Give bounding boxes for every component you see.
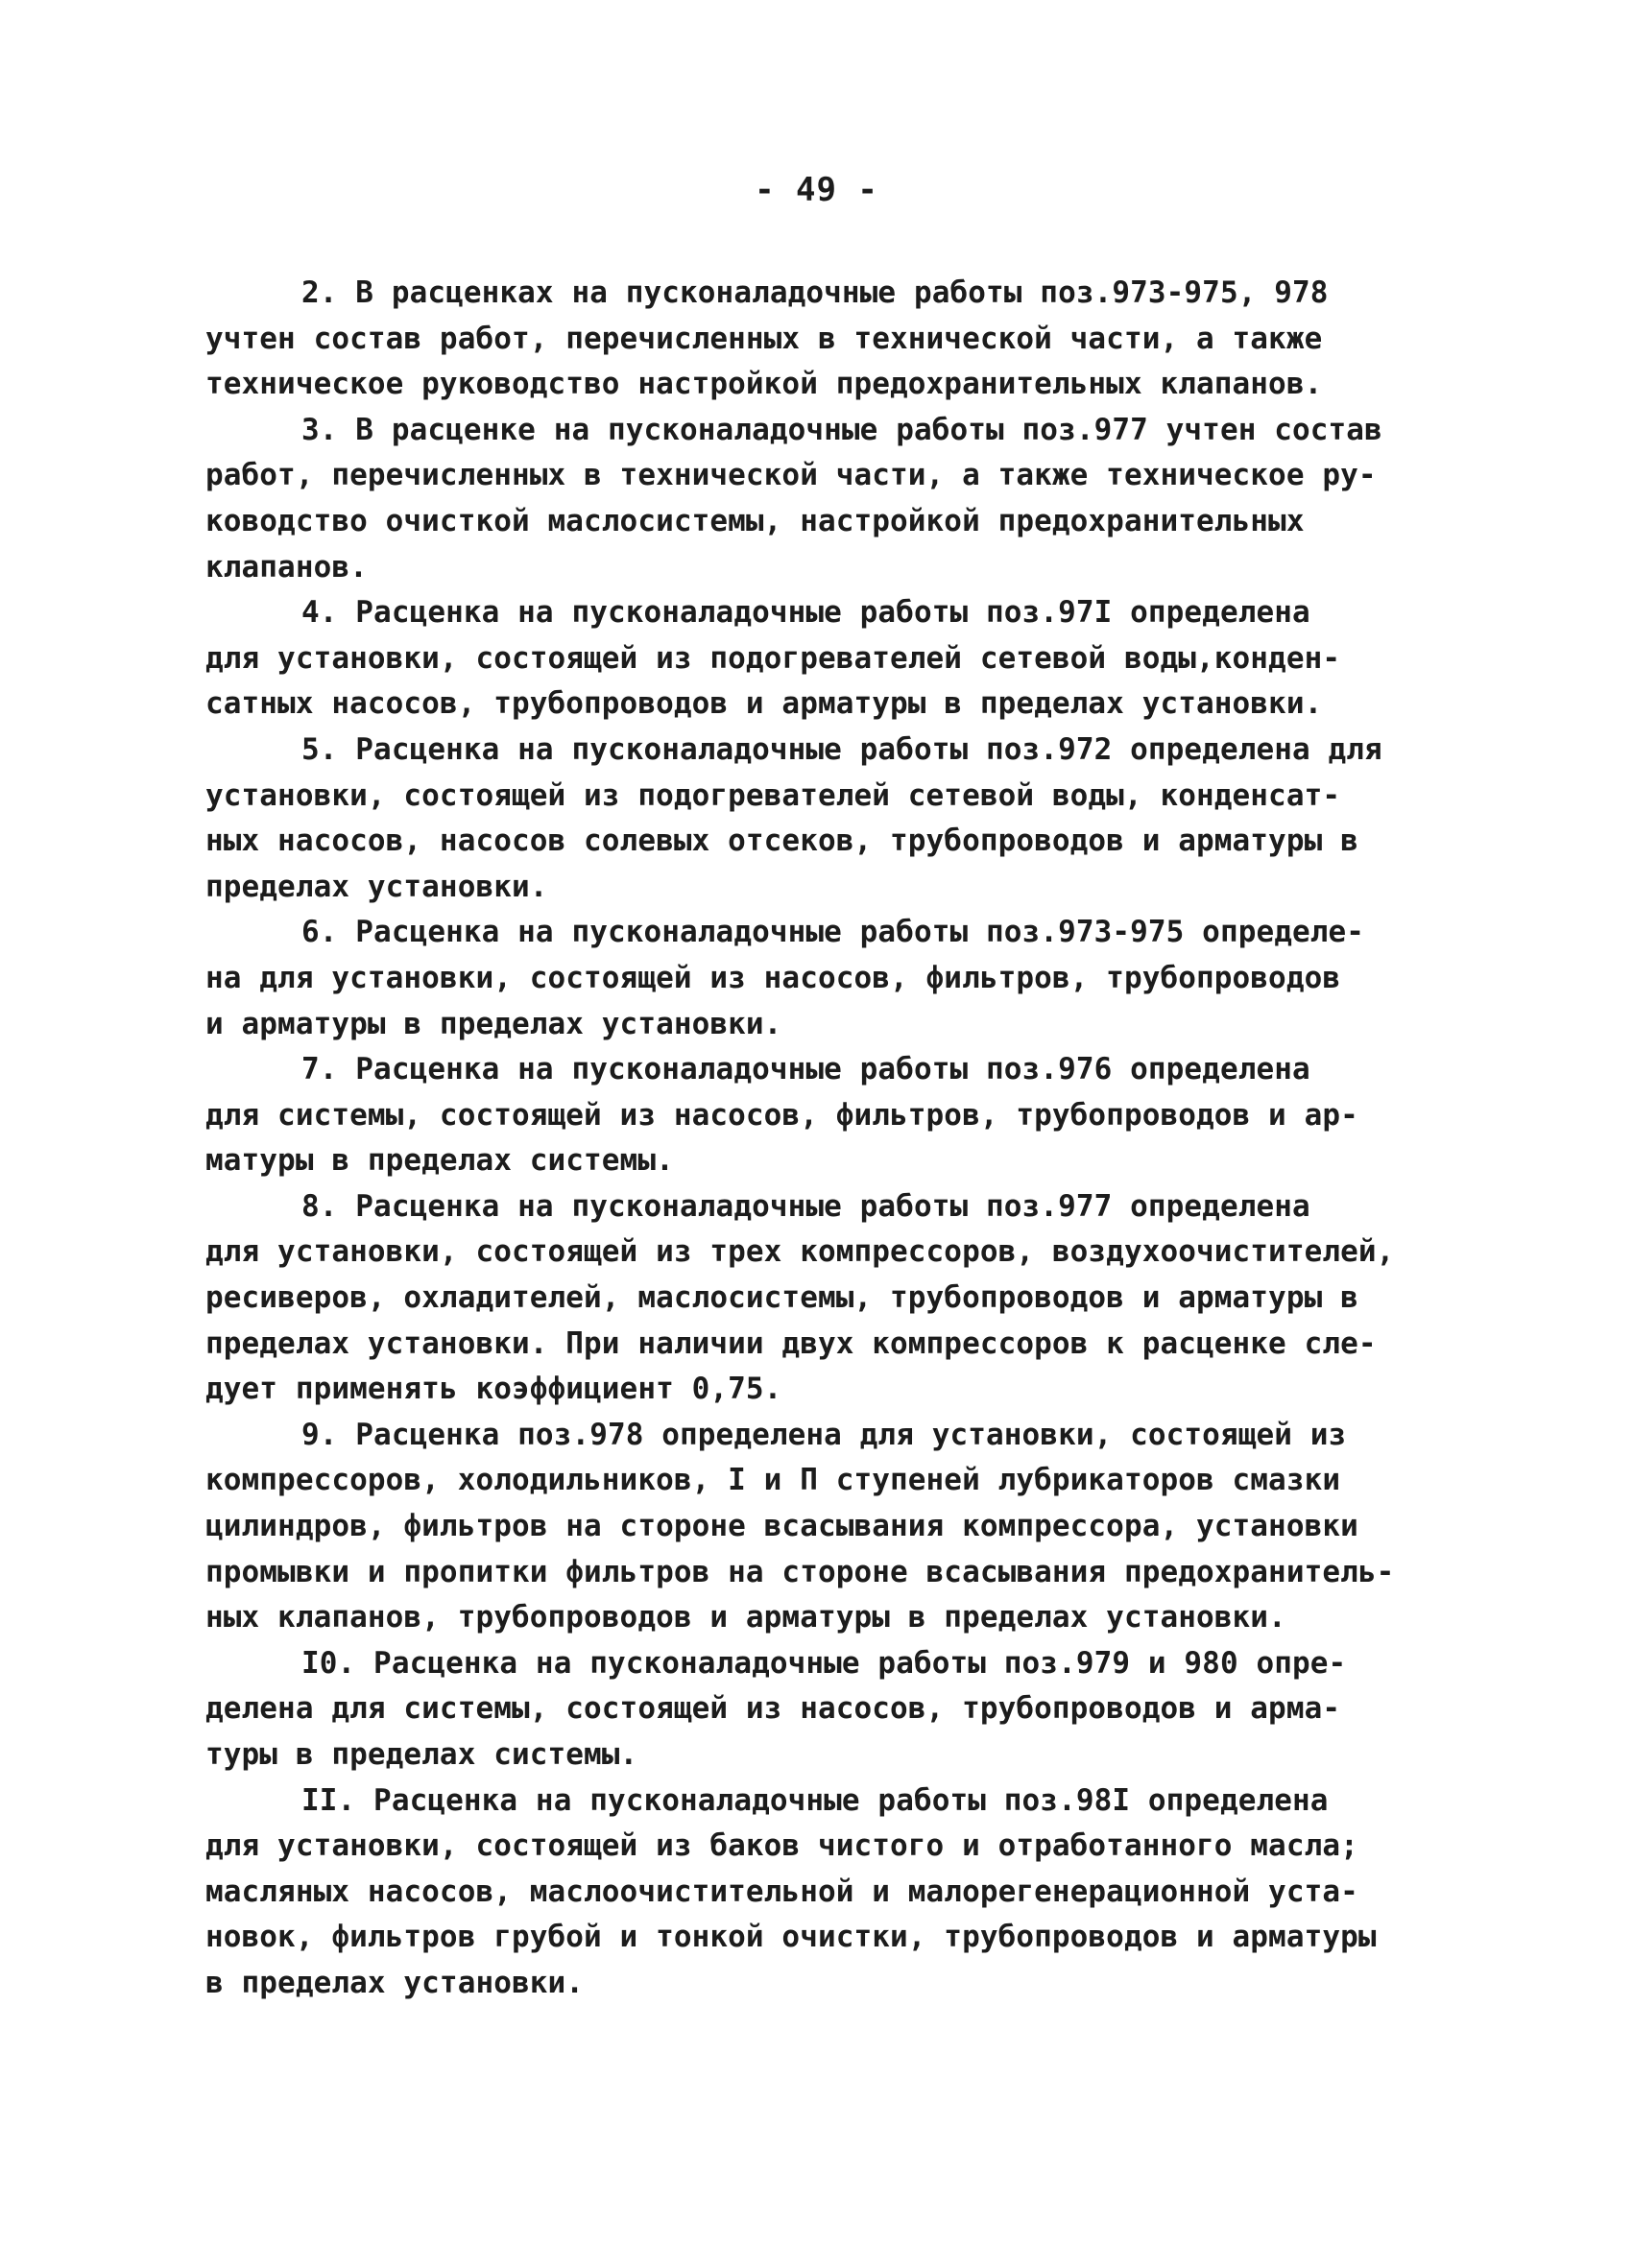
paragraph [205,590,1482,728]
text-line: установки, состоящей из подогревателей сетевой воды, конденсат- [205,777,1341,813]
text-line: ководство очисткой маслосистемы, настройкой предохранительных [205,503,1305,538]
paragraph [205,1184,1482,1413]
text-line: для установки, состоящей из баков чистого и отработанного масла; [205,1828,1358,1864]
text-line: для установки, состоящей из трех компрессоров, воздухоочистителей, [205,1234,1395,1270]
text-line: 3. В расценке на пусконаладочные работы поз.977 учтен состав [301,412,1382,447]
text-line: матуры в пределах системы. [205,1143,674,1179]
text-line: 5. Расценка на пусконаладочные работы поз.972 определена для [301,731,1382,767]
text-line: масляных насосов, маслоочистительной и малорегенерационной уста- [205,1874,1358,1909]
text-line: туры в пределах системы. [205,1737,638,1772]
text-line: ных насосов, насосов солевых отсеков, трубопроводов и арматуры в [205,824,1358,859]
text-line: ных клапанов, трубопроводов и арматуры в пределах установки. [205,1600,1286,1635]
text-line: техническое руководство настройкой предохранительных клапанов. [205,367,1323,402]
text-line: 7. Расценка на пусконаладочные работы поз.976 определена [301,1052,1310,1087]
paragraph [205,1413,1482,1641]
text-line: на для установки, состоящей из насосов, фильтров, трубопроводов [205,960,1341,995]
text-line: в пределах установки. [205,1965,585,2000]
text-line: ресиверов, охладителей, маслосистемы, трубопроводов и арматуры в [205,1280,1358,1316]
text-line: новок, фильтров грубой и тонкой очистки, трубопроводов и арматуры [205,1920,1377,1955]
text-line: для системы, состоящей из насосов, фильтров, трубопроводов и ар- [205,1097,1358,1133]
text-line: цилиндров, фильтров на стороне всасывания компрессора, установки [205,1509,1358,1544]
text-line: 4. Расценка на пусконаладочные работы поз.97I определена [301,595,1310,631]
paragraph [205,1641,1482,1779]
text-line: для установки, состоящей из подогревателей сетевой воды,конден- [205,640,1341,676]
text-line: пределах установки. [205,869,548,904]
text-line: пределах установки. При наличии двух компрессоров к расценке сле- [205,1325,1377,1361]
text-line: 8. Расценка на пусконаладочные работы поз.977 определена [301,1188,1310,1224]
text-line: I0. Расценка на пусконаладочные работы поз.979 и 980 опре- [301,1645,1347,1681]
text-line: учтен состав работ, перечисленных в технической части, а также [205,321,1323,356]
text-line: работ, перечисленных в технической части, а также техническое ру- [205,458,1377,493]
paragraph [205,408,1482,590]
text-line: 2. В расценках на пусконаладочные работы поз.973-975, 978 [301,275,1329,310]
text-line: делена для системы, состоящей из насосов, трубопроводов и арма- [205,1691,1341,1727]
page-number: - 49 - [755,171,878,209]
document-body [205,271,1482,2007]
text-line: сатных насосов, трубопроводов и арматуры в пределах установки. [205,686,1323,722]
paragraph [205,1779,1482,2007]
text-line: и арматуры в пределах установки. [205,1006,782,1041]
paragraph [205,271,1482,408]
text-line: 9. Расценка поз.978 определена для установки, состоящей из [301,1417,1347,1452]
text-line: компрессоров, холодильников, I и П ступеней лубрикаторов смазки [205,1463,1341,1498]
paragraph [205,1047,1482,1184]
text-line: 6. Расценка на пусконаладочные работы поз.973-975 определе- [301,915,1365,950]
paragraph [205,910,1482,1047]
text-line: II. Расценка на пусконаладочные работы поз.98I определена [301,1782,1329,1818]
text-line: промывки и пропитки фильтров на стороне всасывания предохранитель- [205,1554,1395,1589]
paragraph [205,728,1482,910]
text-line: дует применять коэффициент 0,75. [205,1372,782,1407]
text-line: клапанов. [205,549,368,585]
